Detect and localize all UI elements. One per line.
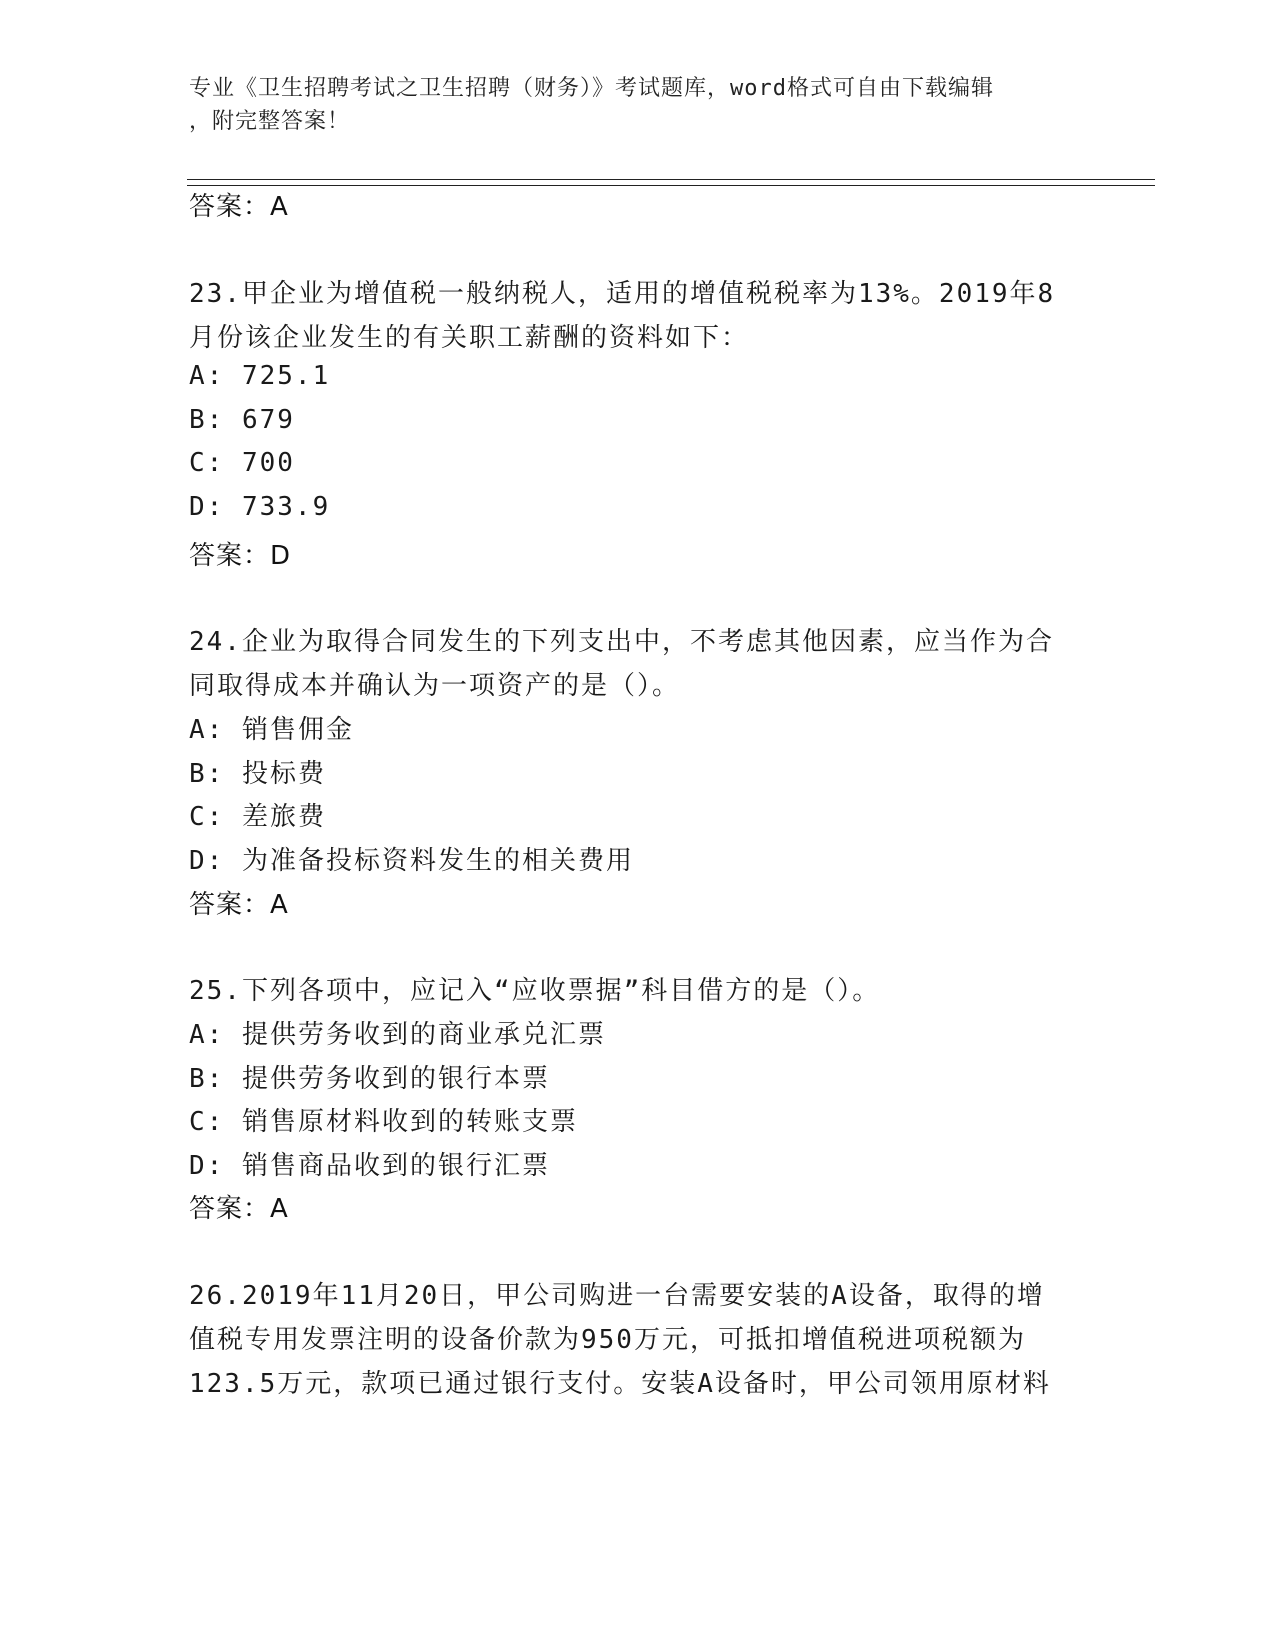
answer-label: 答案：A [189,1194,289,1224]
question-stem-line: 值税专用发票注明的设备价款为950万元，可抵扣增值税进项税额为 [189,1325,1026,1355]
header-line-1: 专业《卫生招聘考试之卫生招聘（财务）》考试题库，word格式可自由下载编辑 [189,76,994,101]
document-header [189,72,1089,138]
answer-label: 答案：A [189,192,289,222]
question-stem-line: 24.企业为取得合同发生的下列支出中，不考虑其他因素，应当作为合 [189,627,1054,657]
option-d: D: 销售商品收到的银行汇票 [189,1151,550,1181]
option-c: C: 700 [189,448,295,478]
option-d: D: 为准备投标资料发生的相关费用 [189,846,634,876]
option-a: A: 提供劳务收到的商业承兑汇票 [189,1020,606,1050]
option-d: D: 733.9 [189,492,331,522]
option-b: B: 提供劳务收到的银行本票 [189,1064,550,1094]
answer-label: 答案：D [189,541,292,571]
option-c: C: 差旅费 [189,802,326,832]
question-stem-line: 123.5万元，款项已通过银行支付。安装A设备时，甲公司领用原材料 [189,1369,1051,1399]
option-a: A: 725.1 [189,361,331,391]
header-rule-bottom [187,185,1155,186]
option-c: C: 销售原材料收到的转账支票 [189,1107,578,1137]
question-stem-line: 26.2019年11月20日，甲公司购进一台需要安装的A设备，取得的增 [189,1281,1045,1311]
option-a: A: 销售佣金 [189,715,354,745]
option-b: B: 679 [189,405,295,435]
header-line-2: ，附完整答案！ [189,109,351,134]
header-rule-top [187,179,1155,180]
question-stem-line: 月份该企业发生的有关职工薪酬的资料如下： [189,323,750,353]
question-stem-line: 23.甲企业为增值税一般纳税人，适用的增值税税率为13%。2019年8 [189,279,1056,309]
question-stem-line: 同取得成本并确认为一项资产的是（）。 [189,671,681,701]
question-stem-line: 25.下列各项中，应记入“应收票据”科目借方的是（）。 [189,976,881,1006]
option-b: B: 投标费 [189,759,326,789]
answer-label: 答案：A [189,890,289,920]
